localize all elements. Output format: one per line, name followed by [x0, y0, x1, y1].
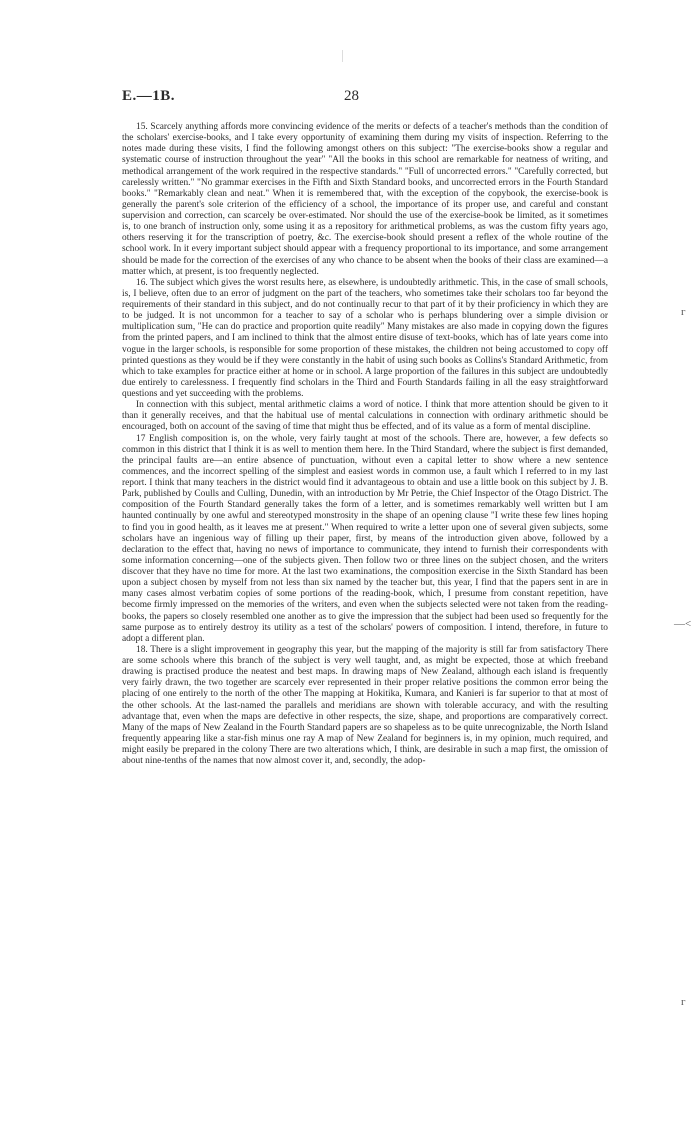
body-text — [122, 122, 608, 767]
document-code: E.—1B. — [122, 88, 176, 104]
paragraph-mental-arithmetic: In connection with this subject, mental arithmetic claims a word of notice. I think that more attention should be given to it than it generally receives, and that the habitual use of mental calculations in connection with ordinary arithmetic should be encouraged, both on account of the saving of time that might thus be effected, and of its value as a form of mental discipline. — [122, 400, 608, 433]
margin-mark: —< — [674, 618, 692, 630]
paragraph-15: 15. Scarcely anything affords more convincing evidence of the merits or defects of a teacher's methods than the condition of the scholars' exercise-books, and I take every opportunity of examining them during my visits of inspection. Referring to the notes made during these visits, I find the following amongst others on this subject: "The exercise-books show a regular and systematic course of instruction throughout the year" "All the books in this school are remarkable for neatness of writing, and methodical arrangement of the work required in the respective standards." "Full of uncorrected errors." "Carefully corrected, but carelessly written." "No grammar exercises in the Fifth and Sixth Standard books, and uncorrected errors in the Fourth Standard books." "Remarkably clean and neat." When it is remembered that, with the exception of the copybook, the exercise-book is generally the parent's sole criterion of the efficiency of a school, the importance of its proper use, and careful and constant supervision and correction, can scarcely be over-estimated. Nor should the use of the exercise-book be limited, as it sometimes is, to one branch of instruction only, some using it as a repository for arithmetical problems, as was the custom fifty years ago, others reserving it for the transcription of poetry, &c. The exercise-book should present a reflex of the whole routine of the school work. In it every important subject should appear with a frequency proportional to its importance, and some arrangement should be made for the correction of the exercises of any who chance to be absent when the books of their class are examined—a matter which, at present, is too frequently neglected. — [122, 122, 608, 277]
page-number: 28 — [344, 88, 359, 104]
paragraph-18: 18. There is a slight improvement in geography this year, but the mapping of the majority is still far from satisfactory There are some schools where this branch of the subject is very well taught, and, as might be expected, those at which freeband drawing is practised produce the neatest and best maps. In drawing maps of New Zealand, although each island is frequently very fairly drawn, the two together are scarcely ever represented in their proper relative positions the common error being the placing of one entirely to the north of the other The mapping at Hokitika, Kumara, and Kanieri is far superior to that at most of the other schools. At the last-named the parallels and meridians are shown with tolerable accuracy, and with the resulting advantage that, even when the maps are defective in other respects, the size, shape, and proportions are comparatively correct. Many of the maps of New Zealand in the Fourth Standard papers are so shapeless as to be quite unrecognizable, the North Island frequently appearing like a star-fish minus one ray A map of New Zealand for beginners is, in my opinion, much required, and might easily be prepared in the colony There are two alterations which, I think, are desirable in such a map first, the omission of about nine-tenths of the names that now almost cover it, and, secondly, the adop- — [122, 644, 608, 767]
page-header — [122, 88, 608, 112]
paragraph-16: 16. The subject which gives the worst results here, as elsewhere, is undoubtedly arithmetic. This, in the case of small schools, is, I believe, often due to an error of judgment on the part of the teachers, who sometimes take their scholars too far beyond the requirements of their standard in this subject, and do not continually recur to that part of it by their proficiency in which they are to be judged. It is not uncommon for a teacher to say of a scholar who is perhaps blundering over a simple division or multiplication sum, "He can do practice and proportion quite readily" Many mistakes are also made in copying down the figures from the printed papers, and I am inclined to think that the almost entire disuse of text-books, which has of late years come into vogue in the larger schools, is responsible for some proportion of these mistakes, the children not being accustomed to copy off printed questions as they would be if they were constantly in the habit of using such books as Collins's Standard Arithmetic, from which to take examples for practice either at home or in school. A large proportion of the failures in this subject are undoubtedly due entirely to carelessness. I frequently find scholars in the Third and Fourth Standards failing in all the easy straightforward questions and yet succeeding with the problems. — [122, 277, 608, 399]
margin-mark: г — [681, 996, 686, 1008]
margin-mark: г — [681, 306, 686, 318]
fold-crease — [342, 50, 343, 62]
paragraph-17: 17 English composition is, on the whole, very fairly taught at most of the schools. There are, however, a few defects so common in this district that I think it is as well to mention them here. In the Third Standard, where the subject is first demanded, the principal faults are—an entire absence of punctuation, without even a capital letter to show where a new sentence commences, and the incorrect spelling of the simplest and easiest words in common use, a fault which I referred to in my last report. I think that many teachers in the district would find it advantageous to obtain and use a little book on this subject by J. B. Park, published by Coulls and Culling, Dunedin, with an introduction by Mr Petrie, the Chief Inspector of the Otago District. The composition of the Fourth Standard generally takes the form of a letter, and is sometimes remarkably well written but I am haunted continually by one awful and stereotyped monstrosity in the shape of an opening clause "I write these few lines hoping to find you in good health, as it leaves me at present." When required to write a letter upon one of several given subjects, some scholars have an ingenious way of filling up their paper, first, by means of the introduction given above, followed by a declaration to the effect that, having no news of importance to communicate, they intend to furnish their correspondents with some information concerning—one of the subjects given. Then follow two or three lines on the subject chosen, and the writers discover that they have no time for more. At the last two examinations, the composition exercise in the Sixth Standard has been upon a subject chosen by myself from not less than six named by the teacher but, this year, I find that the papers sent in are in many cases almost verbatim copies of some portions of the reading-book, which, I presume from constant repetition, have become firmly impressed on the memories of the writers, and even when the subjects selected were not taken from the reading-books, the papers so closely resembled one another as to give the impression that the subject had been used so frequently for the same purpose as to entirely destroy its utility as a test of the scholars' powers of composition. I intend, therefore, in future to adopt a different plan. — [122, 433, 608, 644]
